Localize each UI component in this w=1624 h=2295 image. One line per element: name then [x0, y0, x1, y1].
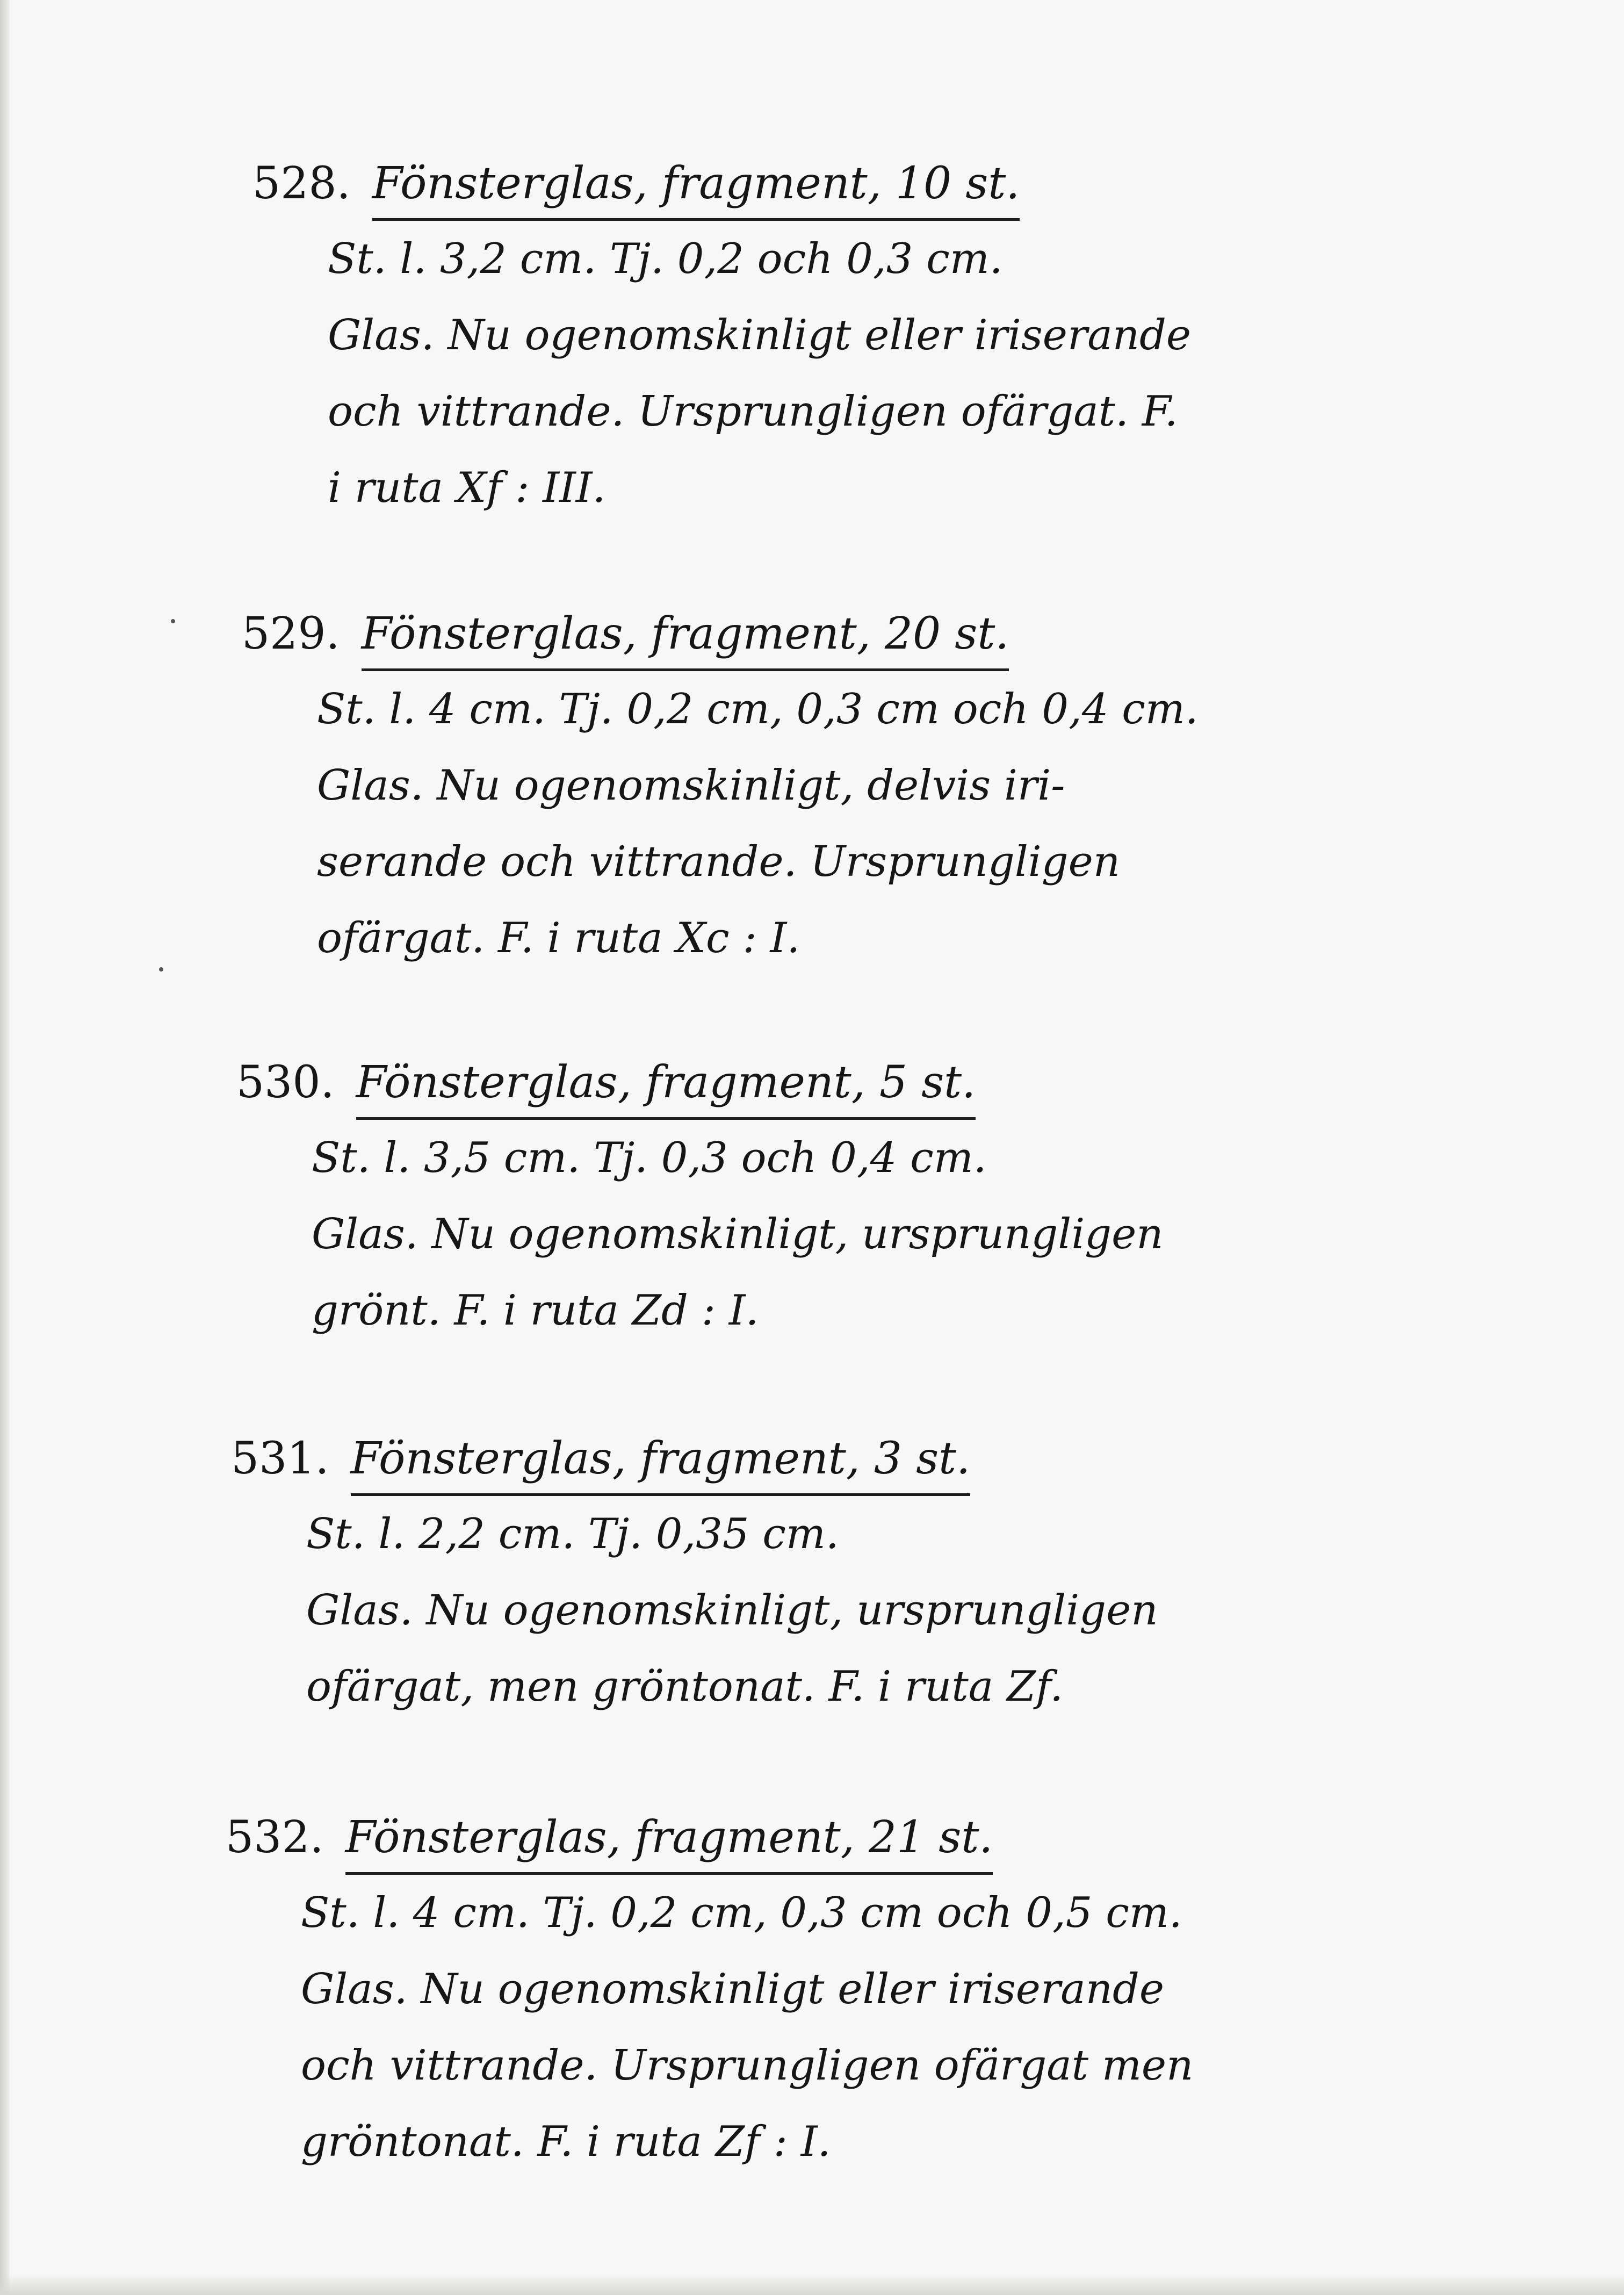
- description-line: Glas. Nu ogenomskinligt, delvis iri-: [317, 761, 1065, 810]
- entry-heading: [226, 1805, 1193, 1875]
- catalog-entry: [231, 1427, 1158, 1725]
- description-line: grönt. F. i ruta Zd : I.: [312, 1286, 759, 1335]
- entry-title: Fönsterglas, fragment, 3 st.: [351, 1427, 971, 1496]
- catalog-entry: [242, 602, 1199, 976]
- description-line: ofärgat, men gröntonat. F. i ruta Zf.: [306, 1663, 1064, 1711]
- catalog-entry: [236, 1051, 1163, 1349]
- description-line: och vittrande. Ursprungligen ofärgat. F.: [328, 387, 1178, 436]
- entry-heading: [231, 1427, 1158, 1496]
- ink-dot: [171, 619, 175, 623]
- description-line: Glas. Nu ogenomskinligt eller iriserande: [301, 1965, 1165, 2013]
- description-line: St. l. 4 cm. Tj. 0,2 cm, 0,3 cm och 0,5 cm.: [301, 1889, 1182, 1937]
- entry-description: [312, 1120, 1163, 1349]
- entry-title: Fönsterglas, fragment, 21 st.: [345, 1805, 993, 1875]
- description-line: St. l. 3,2 cm. Tj. 0,2 och 0,3 cm.: [328, 235, 1003, 283]
- entry-description: [317, 671, 1199, 976]
- description-line: Glas. Nu ogenomskinligt eller iriserande: [328, 311, 1192, 359]
- entry-heading: [236, 1051, 1163, 1120]
- entry-number: 532.: [226, 1812, 324, 1863]
- description-line: St. l. 3,5 cm. Tj. 0,3 och 0,4 cm.: [312, 1134, 987, 1182]
- entry-description: [301, 1875, 1193, 2180]
- description-line: St. l. 4 cm. Tj. 0,2 cm, 0,3 cm och 0,4 cm.: [317, 685, 1199, 733]
- description-line: gröntonat. F. i ruta Zf : I.: [301, 2118, 831, 2166]
- entry-title: Fönsterglas, fragment, 5 st.: [356, 1051, 976, 1120]
- description-line: St. l. 2,2 cm. Tj. 0,35 cm.: [306, 1510, 839, 1558]
- entry-number: 528.: [252, 158, 351, 209]
- description-line: Glas. Nu ogenomskinligt, ursprungligen: [306, 1586, 1158, 1635]
- description-line: och vittrande. Ursprungligen ofärgat men: [301, 2041, 1194, 2090]
- description-line: Glas. Nu ogenomskinligt, ursprungligen: [312, 1210, 1164, 1258]
- entry-number: 529.: [242, 608, 340, 659]
- entry-title: Fönsterglas, fragment, 10 st.: [372, 152, 1020, 221]
- description-line: serande och vittrande. Ursprungligen: [317, 838, 1121, 886]
- entry-number: 531.: [231, 1433, 329, 1484]
- description-line: ofärgat. F. i ruta Xc : I.: [317, 914, 800, 962]
- entry-title: Fönsterglas, fragment, 20 st.: [362, 602, 1009, 671]
- catalog-entry: [226, 1805, 1193, 2180]
- page-edge-shadow: [0, 0, 10, 2295]
- ink-dot: [159, 967, 163, 972]
- entry-heading: [252, 152, 1191, 221]
- entry-number: 530.: [236, 1057, 335, 1108]
- entry-heading: [242, 602, 1199, 671]
- catalog-entry: [252, 152, 1191, 526]
- entry-description: [306, 1496, 1158, 1725]
- entry-description: [328, 221, 1191, 526]
- description-line: i ruta Xf : III.: [328, 464, 606, 512]
- page-bottom-shadow: [0, 2274, 1624, 2295]
